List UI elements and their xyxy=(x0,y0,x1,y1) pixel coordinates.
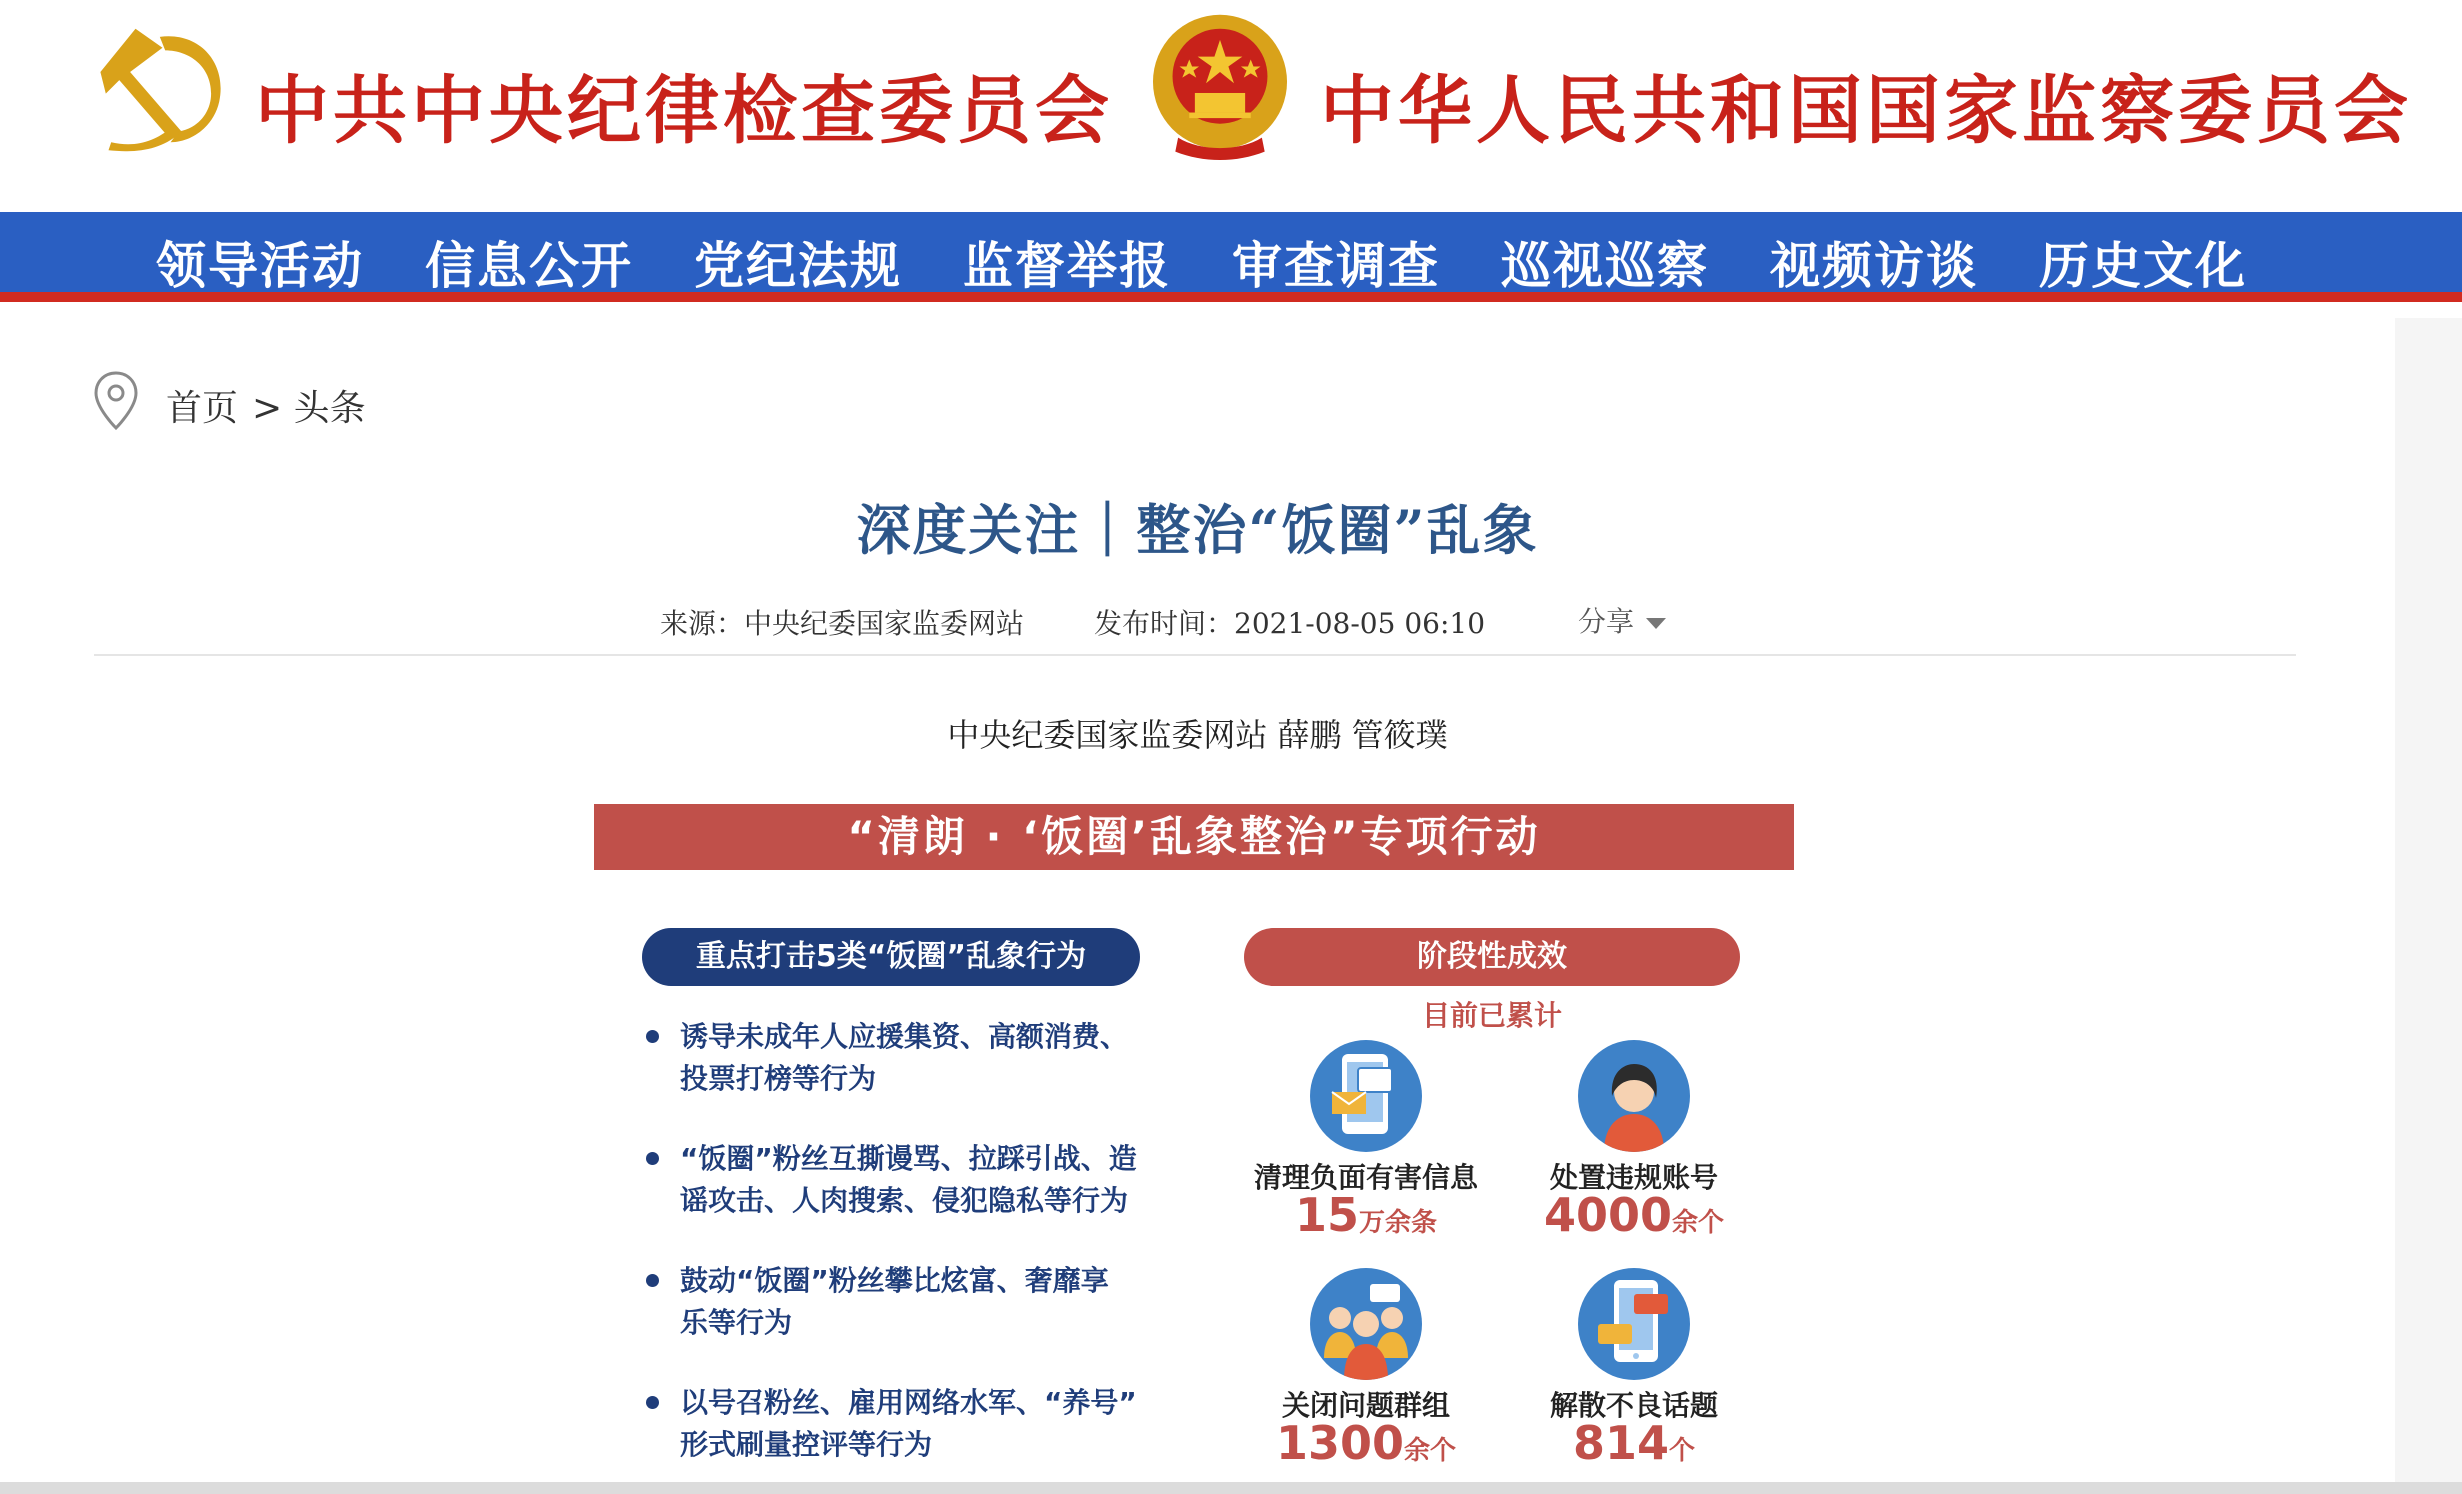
chat-phone-icon xyxy=(1578,1268,1690,1380)
bullet-dot xyxy=(646,1152,659,1165)
list-item-line: 乐等行为 xyxy=(680,1306,793,1339)
list-item-line: 形式刷量控评等行为 xyxy=(680,1428,933,1461)
list-item-line: 谣攻击、人肉搜索、侵犯隐私等行为 xyxy=(680,1184,1129,1217)
stat-label: 处置违规账号 xyxy=(1549,1161,1718,1194)
nav-item-report[interactable]: 监督举报 xyxy=(963,236,1171,295)
party-emblem-icon xyxy=(95,18,230,153)
share-label: 分享 xyxy=(1578,605,1635,638)
message-phone-icon xyxy=(1310,1040,1422,1152)
nav-item-history[interactable]: 历史文化 xyxy=(2039,236,2247,295)
stat-label: 关闭问题群组 xyxy=(1281,1389,1450,1422)
list-item xyxy=(646,1382,1146,1466)
stat-label: 清理负面有害信息 xyxy=(1253,1161,1478,1194)
nav-item-leadership[interactable]: 领导活动 xyxy=(156,236,364,295)
bullet-dot xyxy=(646,1274,659,1287)
stat-value: 814个 xyxy=(1572,1416,1696,1470)
bullet-dot xyxy=(646,1030,659,1043)
article-publish-time: 发布时间：2021-08-05 06:10 xyxy=(1094,607,1486,640)
article-title: 深度关注｜整治“饭圈”乱象 xyxy=(856,498,1539,562)
bullet-dot xyxy=(646,1396,659,1409)
list-item xyxy=(646,1138,1146,1222)
so-far-label: 目前已累计 xyxy=(1421,999,1562,1032)
list-item xyxy=(646,1016,1146,1100)
list-item-line: 以号召粉丝、雇用网络水军、“养号” xyxy=(680,1386,1137,1419)
nav-item-inspection[interactable]: 巡视巡察 xyxy=(1501,236,1709,295)
org-title-nsc: 中华人民共和国国家监察委员会 xyxy=(1320,68,2412,154)
nav-item-regulations[interactable]: 党纪法规 xyxy=(694,236,902,295)
nav-item-investigation[interactable]: 审查调查 xyxy=(1232,236,1440,295)
results-heading: 阶段性成效 xyxy=(1244,928,1740,986)
stat-value: 4000余个 xyxy=(1543,1188,1725,1242)
list-item-line: 投票打榜等行为 xyxy=(680,1062,877,1095)
stat-value: 15万余条 xyxy=(1294,1188,1438,1242)
list-item-line: 诱导未成年人应援集资、高额消费、 xyxy=(680,1020,1129,1053)
breadcrumb-home-link[interactable]: 首页 xyxy=(166,388,239,429)
horizontal-scrollbar[interactable] xyxy=(0,1482,2462,1494)
nav-item-video[interactable]: 视频访谈 xyxy=(1770,236,1978,295)
caret-down-icon xyxy=(1646,618,1666,629)
list-item-line: “饭圈”粉丝互撕谩骂、拉踩引战、造 xyxy=(680,1142,1137,1175)
list-item xyxy=(646,1260,1146,1344)
stat-value: 1300余个 xyxy=(1275,1416,1457,1470)
scroll-gutter xyxy=(2395,318,2462,1494)
article-source: 来源：中央纪委国家监委网站 xyxy=(660,607,1025,640)
site-header xyxy=(0,0,2462,212)
group-people-icon xyxy=(1310,1268,1422,1380)
person-account-icon xyxy=(1578,1040,1690,1152)
main-nav xyxy=(0,212,2462,302)
article-byline: 中央纪委国家监委网站 薛鹏 管筱璞 xyxy=(947,716,1448,754)
org-title-ccdi: 中共中央纪律检查委员会 xyxy=(255,68,1113,154)
breadcrumb-current: > 头条 xyxy=(252,388,366,429)
stat-label: 解散不良话题 xyxy=(1549,1389,1718,1422)
location-pin-icon xyxy=(92,370,140,432)
national-emblem-icon xyxy=(1150,12,1290,160)
divider xyxy=(94,654,2296,656)
share-dropdown[interactable] xyxy=(1578,600,1666,640)
list-item-line: 鼓动“饭圈”粉丝攀比炫富、奢靡享 xyxy=(680,1264,1109,1297)
focus-heading: 重点打击5类“饭圈”乱象行为 xyxy=(642,928,1140,986)
infographic-banner: “清朗 · ‘饭圈’乱象整治”专项行动 xyxy=(594,804,1794,870)
infographic xyxy=(594,804,1794,1494)
nav-item-info[interactable]: 信息公开 xyxy=(425,236,633,295)
